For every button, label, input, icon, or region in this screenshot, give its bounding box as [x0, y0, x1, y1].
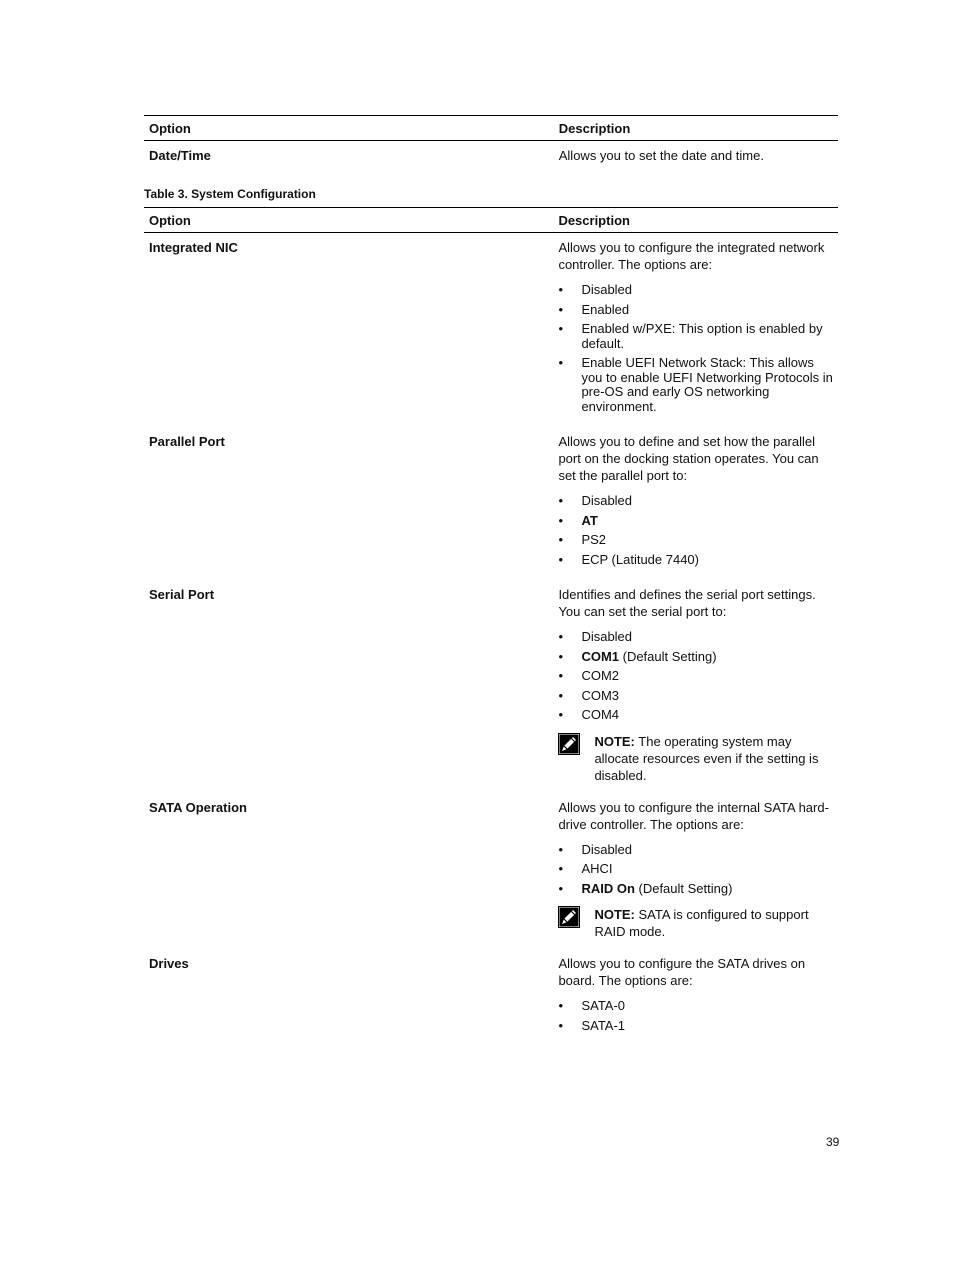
- note-text: NOTE: The operating system may allocate resources even if the setting is disabled.: [594, 733, 819, 783]
- date-time-table: [144, 115, 838, 169]
- list-item: • Disabled: [558, 841, 633, 857]
- bullet-icon: •: [558, 629, 563, 644]
- bullet-icon: •: [558, 687, 563, 703]
- option-serial-port: Serial Port: [149, 587, 215, 602]
- list-item: • COM3: [558, 687, 619, 703]
- options-list: [558, 283, 833, 414]
- bullet-icon: •: [558, 551, 563, 567]
- option-parallel-port: Parallel Port: [149, 434, 225, 449]
- table-row: [144, 427, 838, 580]
- bullet-icon: •: [558, 861, 563, 876]
- table-row: [144, 141, 838, 170]
- list-item: • ECP (Latitude 7440): [558, 551, 699, 567]
- bullet-icon: •: [558, 321, 563, 336]
- list-item: • AHCI: [558, 861, 613, 876]
- column-header-option: Option: [144, 116, 554, 141]
- bullet-icon: •: [558, 668, 563, 683]
- list-item: • RAID On (Default Setting): [558, 880, 733, 896]
- list-item: • PS2: [558, 532, 607, 547]
- list-item: • COM4: [558, 707, 619, 722]
- list-item: • Enabled w/PXE: This option is enabled by default.: [558, 321, 823, 351]
- description-sata-operation: [553, 793, 838, 950]
- bullet-icon: •: [558, 648, 563, 664]
- list-item: • Disabled: [558, 282, 633, 297]
- table-row: [144, 580, 838, 793]
- page-content: [144, 115, 838, 1046]
- note-text: NOTE: SATA is configured to support RAID mode.: [594, 907, 809, 939]
- option-sata-operation: SATA Operation: [149, 799, 247, 815]
- note-box: [558, 733, 833, 784]
- description-intro: Allows you to configure the SATA drives on board. The options are:: [558, 956, 806, 988]
- description-intro: Allows you to define and set how the parallel port on the docking station operates. You can set the parallel port to:: [558, 434, 819, 483]
- bullet-icon: •: [558, 493, 563, 508]
- column-header-description: Description: [553, 208, 838, 233]
- list-item: • Disabled: [558, 493, 633, 508]
- description-drives: [553, 949, 838, 1046]
- options-list: [558, 630, 833, 723]
- bullet-icon: •: [558, 512, 563, 528]
- page-number: 39: [826, 1135, 840, 1149]
- description-date-time: Allows you to set the date and time.: [558, 148, 764, 163]
- note-pencil-icon: [558, 733, 580, 755]
- table-row: [144, 949, 838, 1046]
- system-configuration-table: [144, 207, 838, 1046]
- description-integrated-nic: [553, 233, 838, 428]
- bullet-icon: •: [558, 282, 563, 297]
- bullet-icon: •: [558, 355, 563, 370]
- options-list: [558, 494, 833, 567]
- bullet-icon: •: [558, 1017, 563, 1033]
- bullet-icon: •: [558, 880, 563, 896]
- table-caption: Table 3. System Configuration: [144, 187, 316, 201]
- description-intro: Allows you to configure the integrated network controller. The options are:: [558, 240, 825, 272]
- bullet-icon: •: [558, 301, 563, 317]
- table-row: [144, 793, 838, 950]
- column-header-description: Description: [554, 116, 838, 141]
- bullet-icon: •: [558, 841, 563, 857]
- option-drives: Drives: [149, 956, 189, 971]
- description-intro: Allows you to configure the internal SATA hard-drive controller. The options are:: [558, 799, 829, 832]
- option-integrated-nic: Integrated NIC: [149, 240, 238, 255]
- list-item: • Enable UEFI Network Stack: This allows you to enable UEFI Networking Protocols in pre-OS and early OS networking environment.: [558, 355, 833, 414]
- bullet-icon: •: [558, 532, 563, 547]
- list-item: • SATA-0: [558, 998, 626, 1013]
- option-date-time: Date/Time: [149, 148, 211, 163]
- list-item: • COM1 (Default Setting): [558, 648, 717, 664]
- description-intro: Identifies and defines the serial port settings. You can set the serial port to:: [558, 587, 816, 619]
- bullet-icon: •: [558, 998, 563, 1013]
- list-item: • AT: [558, 512, 598, 528]
- table-row: [144, 233, 838, 428]
- options-list: [558, 999, 833, 1033]
- bullet-icon: •: [558, 707, 563, 722]
- options-list: [558, 843, 833, 897]
- list-item: • SATA-1: [558, 1017, 626, 1033]
- note-pencil-icon: [558, 906, 580, 928]
- description-parallel-port: [553, 427, 838, 580]
- list-item: • COM2: [558, 668, 619, 683]
- note-box: [558, 906, 833, 940]
- description-serial-port: [553, 580, 838, 793]
- list-item: • Enabled: [558, 301, 630, 317]
- column-header-option: Option: [144, 208, 553, 233]
- list-item: • Disabled: [558, 629, 633, 644]
